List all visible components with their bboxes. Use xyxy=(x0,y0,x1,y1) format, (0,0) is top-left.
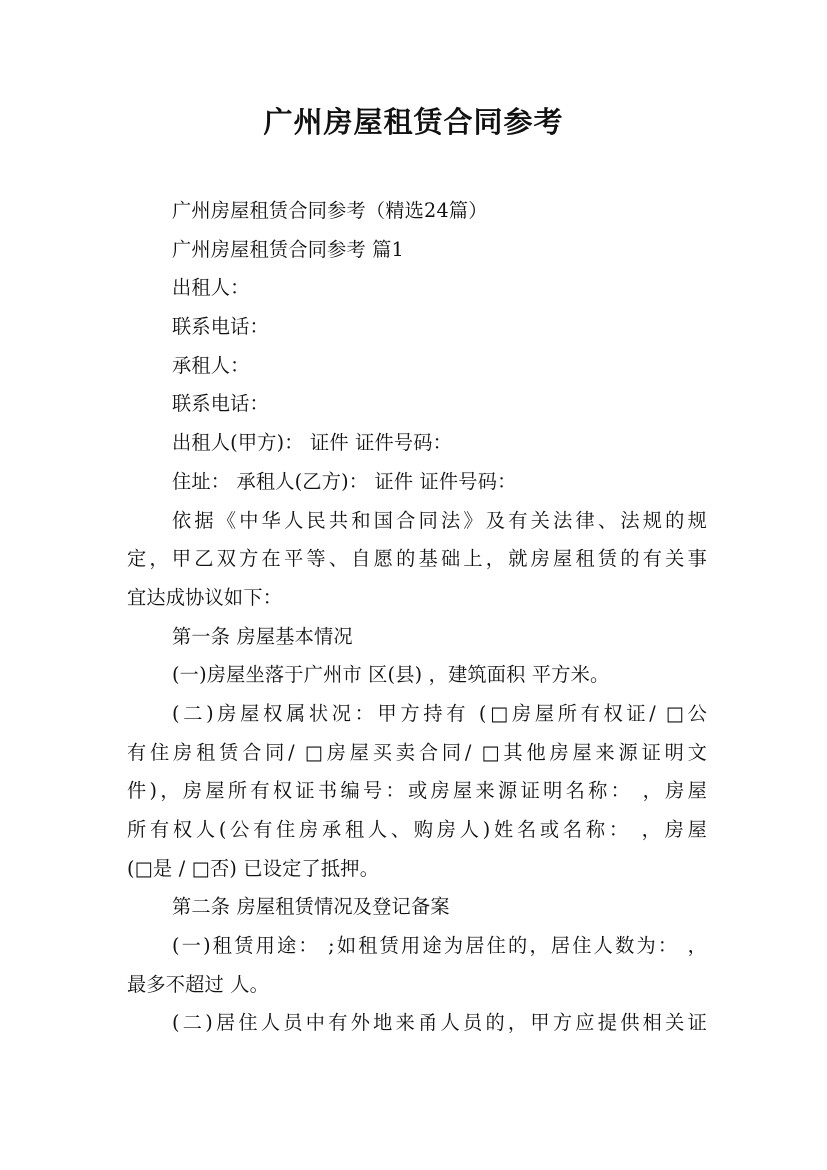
document-body xyxy=(127,192,707,1043)
paragraph-line: (□是 / □否) 已设定了抵押。 xyxy=(127,856,380,880)
paragraph-line: 依据《中华人民共和国合同法》及有关法律、法规的规 xyxy=(172,508,707,532)
paragraph-line: (二)房屋权属状况：甲方持有 (□房屋所有权证/ □公 xyxy=(172,701,707,725)
subtitle-line: 广州房屋租赁合同参考（精选24篇） xyxy=(172,199,488,222)
lessee-field: 承租人： xyxy=(172,353,250,377)
article-heading: 第一条 房屋基本情况 xyxy=(172,624,353,648)
party-b-line: 住址： 承租人(乙方)： 证件 证件号码： xyxy=(172,469,517,493)
paragraph-line: 定，甲乙双方在平等、自愿的基础上，就房屋租赁的有关事 xyxy=(127,547,707,571)
lessee-phone-field: 联系电话： xyxy=(172,392,269,416)
document-title: 广州房屋租赁合同参考 xyxy=(263,105,564,139)
paragraph-line: 所有权人(公有住房承租人、购房人)姓名或名称： ，房屋 xyxy=(127,818,707,841)
paragraph-line: (一)房屋坐落于广州市 区(县) ，建筑面积 平方米。 xyxy=(172,663,610,687)
paragraph-line: 最多不超过 人。 xyxy=(127,972,270,996)
lessor-field: 出租人： xyxy=(172,276,250,300)
paragraph-line: (二)居住人员中有外地来甬人员的，甲方应提供相关证 xyxy=(172,1011,707,1035)
article-heading: 第二条 房屋租赁情况及登记备案 xyxy=(172,895,450,919)
paragraph-line: (一)租赁用途： ;如租赁用途为居住的，居住人数为： ， xyxy=(172,934,707,958)
paragraph-line: 宜达成协议如下： xyxy=(127,585,283,609)
paragraph-line: 有住房租赁合同/ □房屋买卖合同/ □其他房屋来源证明文 xyxy=(127,740,707,764)
section-heading: 广州房屋租赁合同参考 篇1 xyxy=(172,237,404,261)
paragraph-line: 件)，房屋所有权证书编号：或房屋来源证明名称： ，房屋 xyxy=(127,779,707,803)
party-a-line: 出租人(甲方)： 证件 证件号码： xyxy=(172,431,453,455)
lessor-phone-field: 联系电话： xyxy=(172,315,269,339)
